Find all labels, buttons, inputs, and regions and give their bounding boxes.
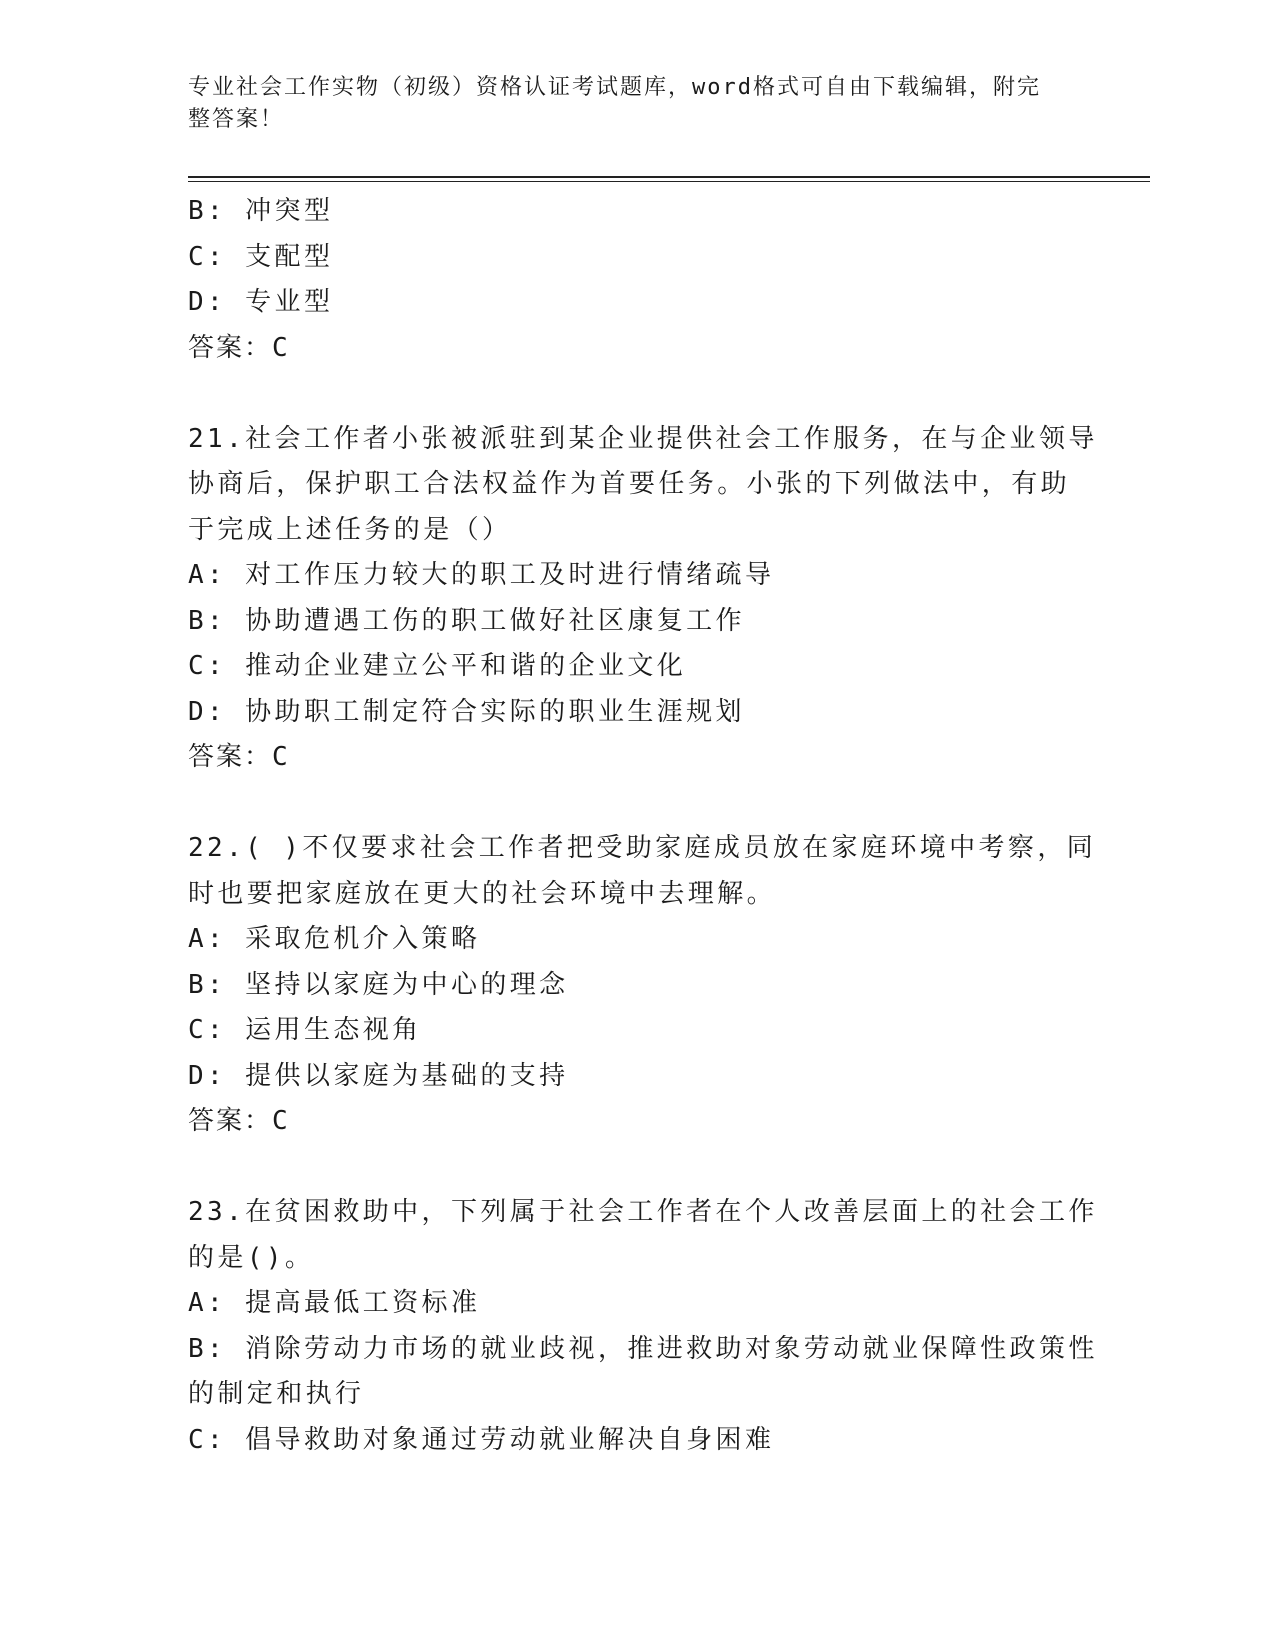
option-b: B: 坚持以家庭为中心的理念 [188,969,569,1000]
option-c: C: 支配型 [188,241,334,272]
question-22 [188,826,1097,1145]
question-text: 22.( )不仅要求社会工作者把受助家庭成员放在家庭环境中考察，同 [188,833,1097,863]
question-list [188,189,1098,1463]
question-text: 协商后，保护职工合法权益作为首要任务。小张的下列做法中，有助 [188,469,1071,499]
answer-value: C [272,742,290,772]
answer-value: C [272,332,290,363]
option-c: C: 推动企业建立公平和谐的企业文化 [188,651,687,681]
continued-question [188,189,1078,371]
document-header [188,72,1068,136]
header-divider [188,176,1150,178]
question-text: 于完成上述任务的是（） [188,514,512,545]
option-c: C: 倡导救助对象通过劳动就业解决自身困难 [188,1424,775,1455]
question-text: 时也要把家庭放在更大的社会环境中去理解。 [188,878,777,909]
answer-line [188,326,1078,372]
question-text: 21.社会工作者小张被派驻到某企业提供社会工作服务，在与企业领导 [188,423,1098,454]
option-b: B: 冲突型 [188,196,334,226]
answer-value: C [272,1106,290,1136]
option-b: B: 消除劳动力市场的就业歧视，推进救助对象劳动就业保障性政策性 [188,1333,1098,1364]
header-line: 专业社会工作实物（初级）资格认证考试题库，word格式可自由下载编辑，附完 [188,75,1041,100]
header-divider-thin [188,181,1150,182]
answer-label: 答案： [188,332,273,363]
option-b: B: 协助遭遇工伤的职工做好社区康复工作 [188,605,745,636]
option-b-continued: 的制定和执行 [188,1379,365,1409]
question-text: 23.在贫困救助中，下列属于社会工作者在个人改善层面上的社会工作 [188,1197,1098,1227]
option-a: A: 采取危机介入策略 [188,924,481,954]
option-d: D: 协助职工制定符合实际的职业生涯规划 [188,696,745,727]
answer-label: 答案： [188,742,273,772]
question-21 [188,417,1098,781]
answer-line [188,735,1078,781]
question-text: 的是()。 [188,1242,315,1273]
option-a: A: 提高最低工资标准 [188,1288,481,1318]
header-line: 整答案！ [188,107,285,132]
option-a: A: 对工作压力较大的职工及时进行情绪疏导 [188,560,775,590]
option-c: C: 运用生态视角 [188,1015,422,1045]
question-23 [188,1190,1098,1463]
answer-line [188,1099,1078,1145]
answer-label: 答案： [188,1106,273,1136]
option-d: D: 专业型 [188,287,334,317]
option-d: D: 提供以家庭为基础的支持 [188,1060,569,1091]
